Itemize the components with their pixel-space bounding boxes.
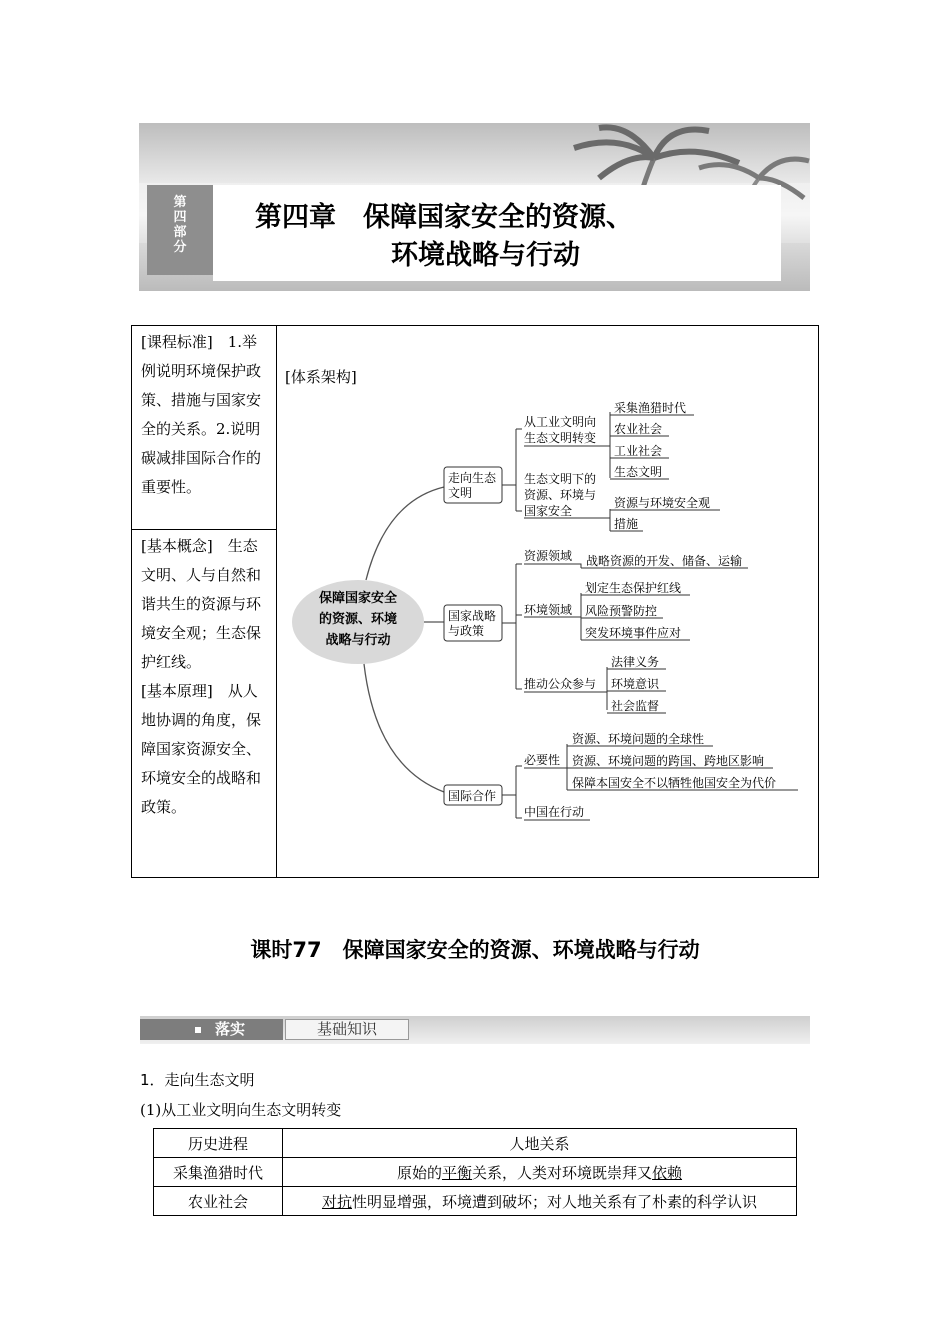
section-light-label: 基础知识 [285, 1019, 409, 1040]
system-framework-mindmap [276, 326, 818, 876]
b2-environment-field: 环境领域 [524, 603, 573, 617]
chapter-banner [139, 123, 810, 291]
concepts-cell [132, 530, 276, 877]
b1-item-agriculture: 农业社会 [614, 422, 663, 436]
lesson-title: 课时77 保障国家安全的资源、环境战略与行动 [250, 938, 700, 962]
b2-env-redline: 划定生态保护红线 [585, 581, 682, 595]
b1-sub1-line1: 从工业文明向 [524, 415, 597, 429]
principle-tag: [基本原理] [141, 682, 213, 700]
b2-resource-item: 战略资源的开发、储备、运输 [586, 554, 743, 568]
b1-sub1-line2: 生态文明转变 [524, 431, 597, 445]
b3-necessity: 必要性 [524, 753, 561, 767]
answer-underline: 对抗 [321, 1192, 352, 1211]
chapter-title-line1: 第四章 保障国家安全的资源、 [255, 202, 633, 233]
b2-env-emergency: 突发环境事件应对 [585, 626, 682, 640]
branch2-label1: 国家战略 [448, 609, 497, 623]
b3-nec-no-sacrifice: 保障本国安全不以牺牲他国安全为代价 [572, 776, 777, 790]
section-dark-tab [140, 1019, 283, 1040]
header-period: 历史进程 [154, 1129, 283, 1158]
section-bar [140, 1016, 810, 1044]
concepts-text: 生态文明、人与自然和谐共生的资源与环境安全观；生态保护红线。 [141, 537, 262, 671]
branch2-label2: 与政策 [448, 624, 485, 638]
part-label-box [147, 185, 213, 275]
b3-nec-global: 资源、环境问题的全球性 [572, 732, 705, 746]
table-row [154, 1158, 797, 1187]
standard-tag: [课程标准] [141, 333, 213, 351]
chapter-title-line2: 环境战略与行动 [391, 240, 580, 271]
branch1-bracket [502, 429, 516, 511]
header-relation: 人地关系 [283, 1129, 797, 1158]
row2-period: 农业社会 [154, 1187, 283, 1216]
b3-china-action: 中国在行动 [524, 805, 585, 819]
center-line2: 的资源、环境 [318, 612, 398, 627]
concepts-tag: [基本概念] [141, 537, 213, 555]
principle-text: 从人地协调的角度，保障国家资源安全、环境安全的战略和政策。 [141, 682, 262, 816]
b1-sub2-line1: 生态文明下的 [524, 472, 597, 486]
b2-env-warning: 风险预警防控 [585, 604, 658, 618]
answer-underline: 依赖 [652, 1163, 683, 1182]
b1-sub2-line2: 资源、环境与 [524, 488, 597, 502]
branch3-link [364, 664, 444, 792]
center-line3: 战略与行动 [325, 633, 391, 648]
b1-item-industrial: 工业社会 [614, 444, 663, 458]
heading-2: (1)从工业文明向生态文明转变 [140, 1101, 342, 1119]
b2-public-awareness: 环境意识 [611, 677, 660, 691]
table-row [154, 1187, 797, 1216]
branch1-link [366, 487, 444, 580]
heading-1: 1．走向生态文明 [140, 1071, 255, 1089]
b2-public-field: 推动公众参与 [524, 677, 597, 691]
b2-public-supervision: 社会监督 [611, 699, 660, 713]
b1-item-eco: 生态文明 [614, 465, 663, 479]
answer-underline: 平衡 [441, 1163, 472, 1182]
b2-public-law: 法律义务 [611, 655, 660, 669]
system-tag: [体系架构] [285, 368, 357, 386]
framework-left-column [132, 326, 277, 877]
section-dark-label: 落实 [215, 1020, 246, 1038]
b1-item-measures: 措施 [614, 517, 639, 531]
b2-resource-field: 资源领域 [524, 549, 573, 563]
part-label: 第四部分 [173, 195, 187, 255]
standard-text: 1.举例说明环境保护政策、措施与国家安全的关系。2.说明碳减排国际合作的重要性。 [141, 333, 262, 496]
row1-relation: 原始的平衡关系，人类对环境既崇拜又依赖 [283, 1158, 797, 1187]
b3-nec-transnational: 资源、环境问题的跨国、跨地区影响 [572, 754, 765, 768]
b1-sub2-line3: 国家安全 [524, 504, 573, 518]
branch1-label1: 走向生态 [448, 471, 497, 485]
b1-item-security-view: 资源与环境安全观 [614, 496, 711, 510]
curriculum-standard-cell [132, 326, 276, 530]
b1-item-hunting: 采集渔猎时代 [614, 401, 687, 415]
branch1-label2: 文明 [448, 486, 473, 500]
table-header-row [154, 1129, 797, 1158]
history-table [153, 1128, 797, 1216]
row2-relation: 对抗性明显增强，环境遭到破坏；对人地关系有了朴素的科学认识 [283, 1187, 797, 1216]
branch3-label: 国际合作 [448, 789, 497, 803]
center-line1: 保障国家安全 [318, 591, 398, 606]
row1-period: 采集渔猎时代 [154, 1158, 283, 1187]
square-bullet-icon [195, 1027, 201, 1033]
